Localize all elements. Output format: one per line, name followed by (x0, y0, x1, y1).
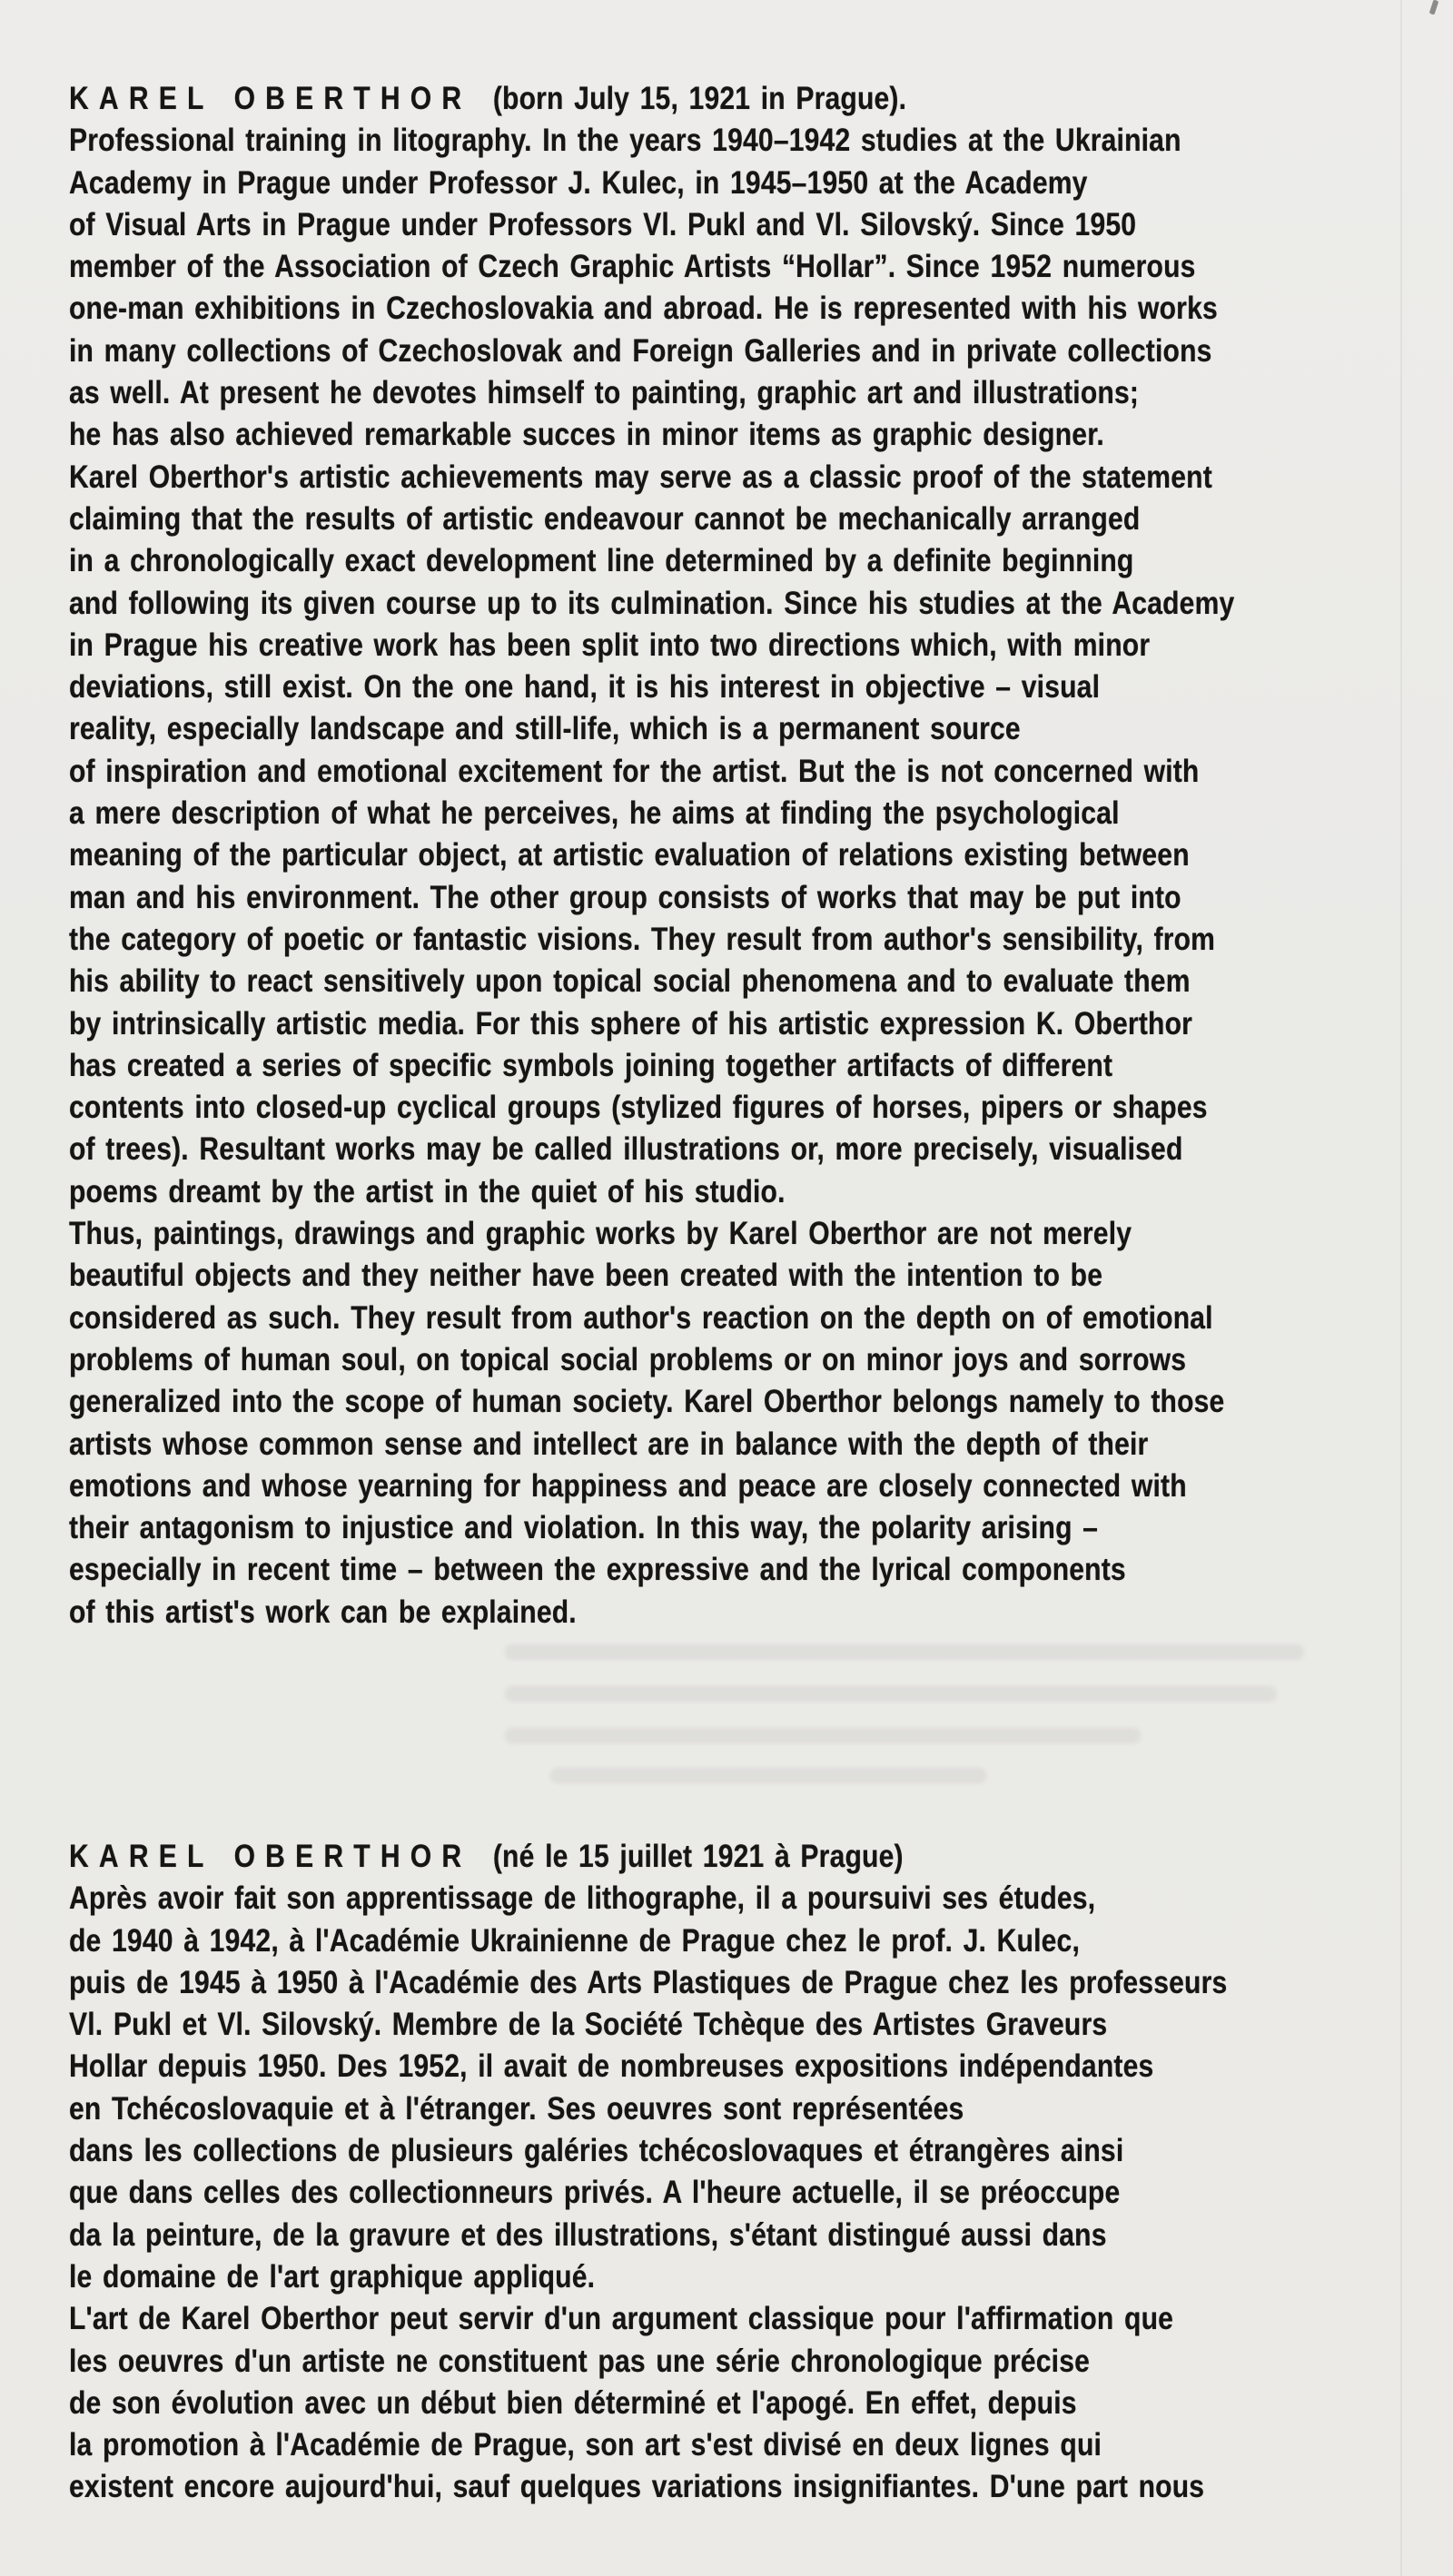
text-line: of Visual Arts in Prague under Professors Vl. Pukl and Vl. Silovský. Since 1950 (69, 206, 1137, 242)
text-line: in many collections of Czechoslovak and Foreign Galleries and in private collections (69, 332, 1212, 369)
text-line: meaning of the particular object, at artistic evaluation of relations existing between (69, 837, 1190, 873)
text-line: and following its given course up to its culmination. Since his studies at the Academy (69, 585, 1235, 621)
text-line: les oeuvres d'un artiste ne constituent pas une série chronologique précise (69, 2343, 1091, 2379)
text-line: contents into closed-up cyclical groups (stylized figures of horses, pipers or shapes (69, 1090, 1208, 1126)
text-line: la promotion à l'Académie de Prague, son art s'est divisé en deux lignes qui (69, 2427, 1102, 2463)
text-line: Academy in Prague under Professor J. Kulec, in 1945–1950 at the Academy (69, 164, 1088, 201)
text-line: of this artist's work can be explained. (69, 1594, 577, 1630)
text-line: in Prague his creative work has been split into two directions which, with minor (69, 627, 1151, 663)
text-line: as well. At present he devotes himself to painting, graphic art and illustrations; (69, 375, 1140, 411)
text-line: member of the Association of Czech Graphic Artists “Hollar”. Since 1952 numerous (69, 249, 1196, 285)
text-line: de 1940 à 1942, à l'Académie Ukrainienne de Prague chez le prof. J. Kulec, (69, 1922, 1080, 1959)
text-line: puis de 1945 à 1950 à l'Académie des Arts Plastiques de Prague chez les professeurs (69, 1964, 1228, 2000)
text-line: deviations, still exist. On the one hand, it is his interest in objective – visual (69, 669, 1101, 706)
page-content (69, 78, 1431, 2509)
text-line: en Tchécoslovaquie et à l'étranger. Ses oeuvres sont représentées (69, 2090, 964, 2127)
text-line: emotions and whose yearning for happiness and peace are closely connected with (69, 1467, 1187, 1504)
text-line: by intrinsically artistic media. For this sphere of his artistic expression K. Oberthor (69, 1005, 1193, 1041)
text-line: Hollar depuis 1950. Des 1952, il avait de nombreuses expositions indépendantes (69, 2048, 1154, 2085)
text-line: reality, especially landscape and still-life, which is a permanent source (69, 711, 1021, 747)
text-line: dans les collections de plusieurs galéries tchécoslovaques et étrangères ainsi (69, 2133, 1124, 2169)
text-line: problems of human soul, on topical social problems or on minor joys and sorrows (69, 1341, 1187, 1377)
text-line: Vl. Pukl et Vl. Silovský. Membre de la Société Tchèque des Artistes Graveurs (69, 2007, 1108, 2043)
text-line: artists whose common sense and intellect are in balance with the depth of their (69, 1426, 1149, 1462)
text-line: L'art de Karel Oberthor peut servir d'un argument classique pour l'affirmation que (69, 2301, 1174, 2337)
text-line: of trees). Resultant works may be called illustrations or, more precisely, visualised (69, 1131, 1183, 1168)
ghost-line (505, 1728, 1141, 1743)
english-section (69, 78, 1428, 1633)
text-line: da la peinture, de la gravure et des illustrations, s'étant distingué aussi dans (69, 2216, 1107, 2253)
text-line: Professional training in litography. In the years 1940–1942 studies at the Ukrainian (69, 123, 1181, 159)
text-line: has created a series of specific symbols joining together artifacts of different (69, 1047, 1113, 1083)
text-line: que dans celles des collectionneurs privés. A l'heure actuelle, il se préoccupe (69, 2175, 1121, 2211)
text-line: especially in recent time – between the expressive and the lyrical components (69, 1552, 1126, 1588)
artist-birth-info-fr: (né le 15 juillet 1921 à Prague) (492, 1838, 904, 1874)
artist-birth-info-en: (born July 15, 1921 in Prague). (492, 81, 907, 116)
text-line: their antagonism to injustice and violation. In this way, the polarity arising – (69, 1510, 1099, 1546)
text-line: Thus, paintings, drawings and graphic works by Karel Oberthor are not merely (69, 1216, 1132, 1252)
text-line: de son évolution avec un début bien déterminé et l'apogé. En effet, depuis (69, 2384, 1077, 2421)
french-body-text (69, 1878, 1428, 2508)
text-line: poems dreamt by the artist in the quiet of his studio. (69, 1173, 786, 1209)
text-line: a mere description of what he perceives, he aims at finding the psychological (69, 795, 1120, 832)
text-line: le domaine de l'art graphique appliqué. (69, 2258, 596, 2295)
text-line: generalized into the scope of human society. Karel Oberthor belongs namely to those (69, 1384, 1225, 1420)
ghost-line (505, 1644, 1304, 1660)
text-line: his ability to react sensitively upon topical social phenomena and to evaluate them (69, 963, 1191, 1000)
text-line: beautiful objects and they neither have been created with the intention to be (69, 1258, 1103, 1294)
text-line: he has also achieved remarkable succes in minor items as graphic designer. (69, 417, 1104, 453)
text-line: man and his environment. The other group consists of works that may be put into (69, 879, 1181, 915)
artist-name: KAREL OBERTHOR (69, 1838, 472, 1874)
english-body-text (69, 120, 1428, 1633)
text-line: Karel Oberthor's artistic achievements may serve as a classic proof of the statement (69, 459, 1212, 495)
french-section (69, 1836, 1428, 2509)
english-section-heading (69, 78, 1428, 120)
scan-artifact-speck (1429, 0, 1439, 15)
text-line: one-man exhibitions in Czechoslovakia and abroad. He is represented with his works (69, 291, 1218, 327)
text-line: in a chronologically exact development line determined by a definite beginning (69, 543, 1134, 579)
text-line: existent encore aujourd'hui, sauf quelques variations insignifiantes. D'une part nous (69, 2469, 1205, 2505)
text-line: Après avoir fait son apprentissage de lithographe, il a poursuivi ses études, (69, 1880, 1096, 1917)
text-line: claiming that the results of artistic endeavour cannot be mechanically arranged (69, 500, 1141, 537)
text-line: of inspiration and emotional excitement for the artist. But the is not concerned with (69, 753, 1200, 789)
showthrough-ghost-text (69, 1633, 1431, 1836)
artist-name: KAREL OBERTHOR (69, 81, 472, 116)
ghost-line (505, 1686, 1277, 1702)
text-line: considered as such. They result from author's reaction on the depth on of emotional (69, 1299, 1213, 1336)
french-section-heading (69, 1836, 1428, 1878)
text-line: the category of poetic or fantastic visions. They result from author's sensibility, from (69, 921, 1216, 957)
ghost-line (550, 1768, 986, 1783)
